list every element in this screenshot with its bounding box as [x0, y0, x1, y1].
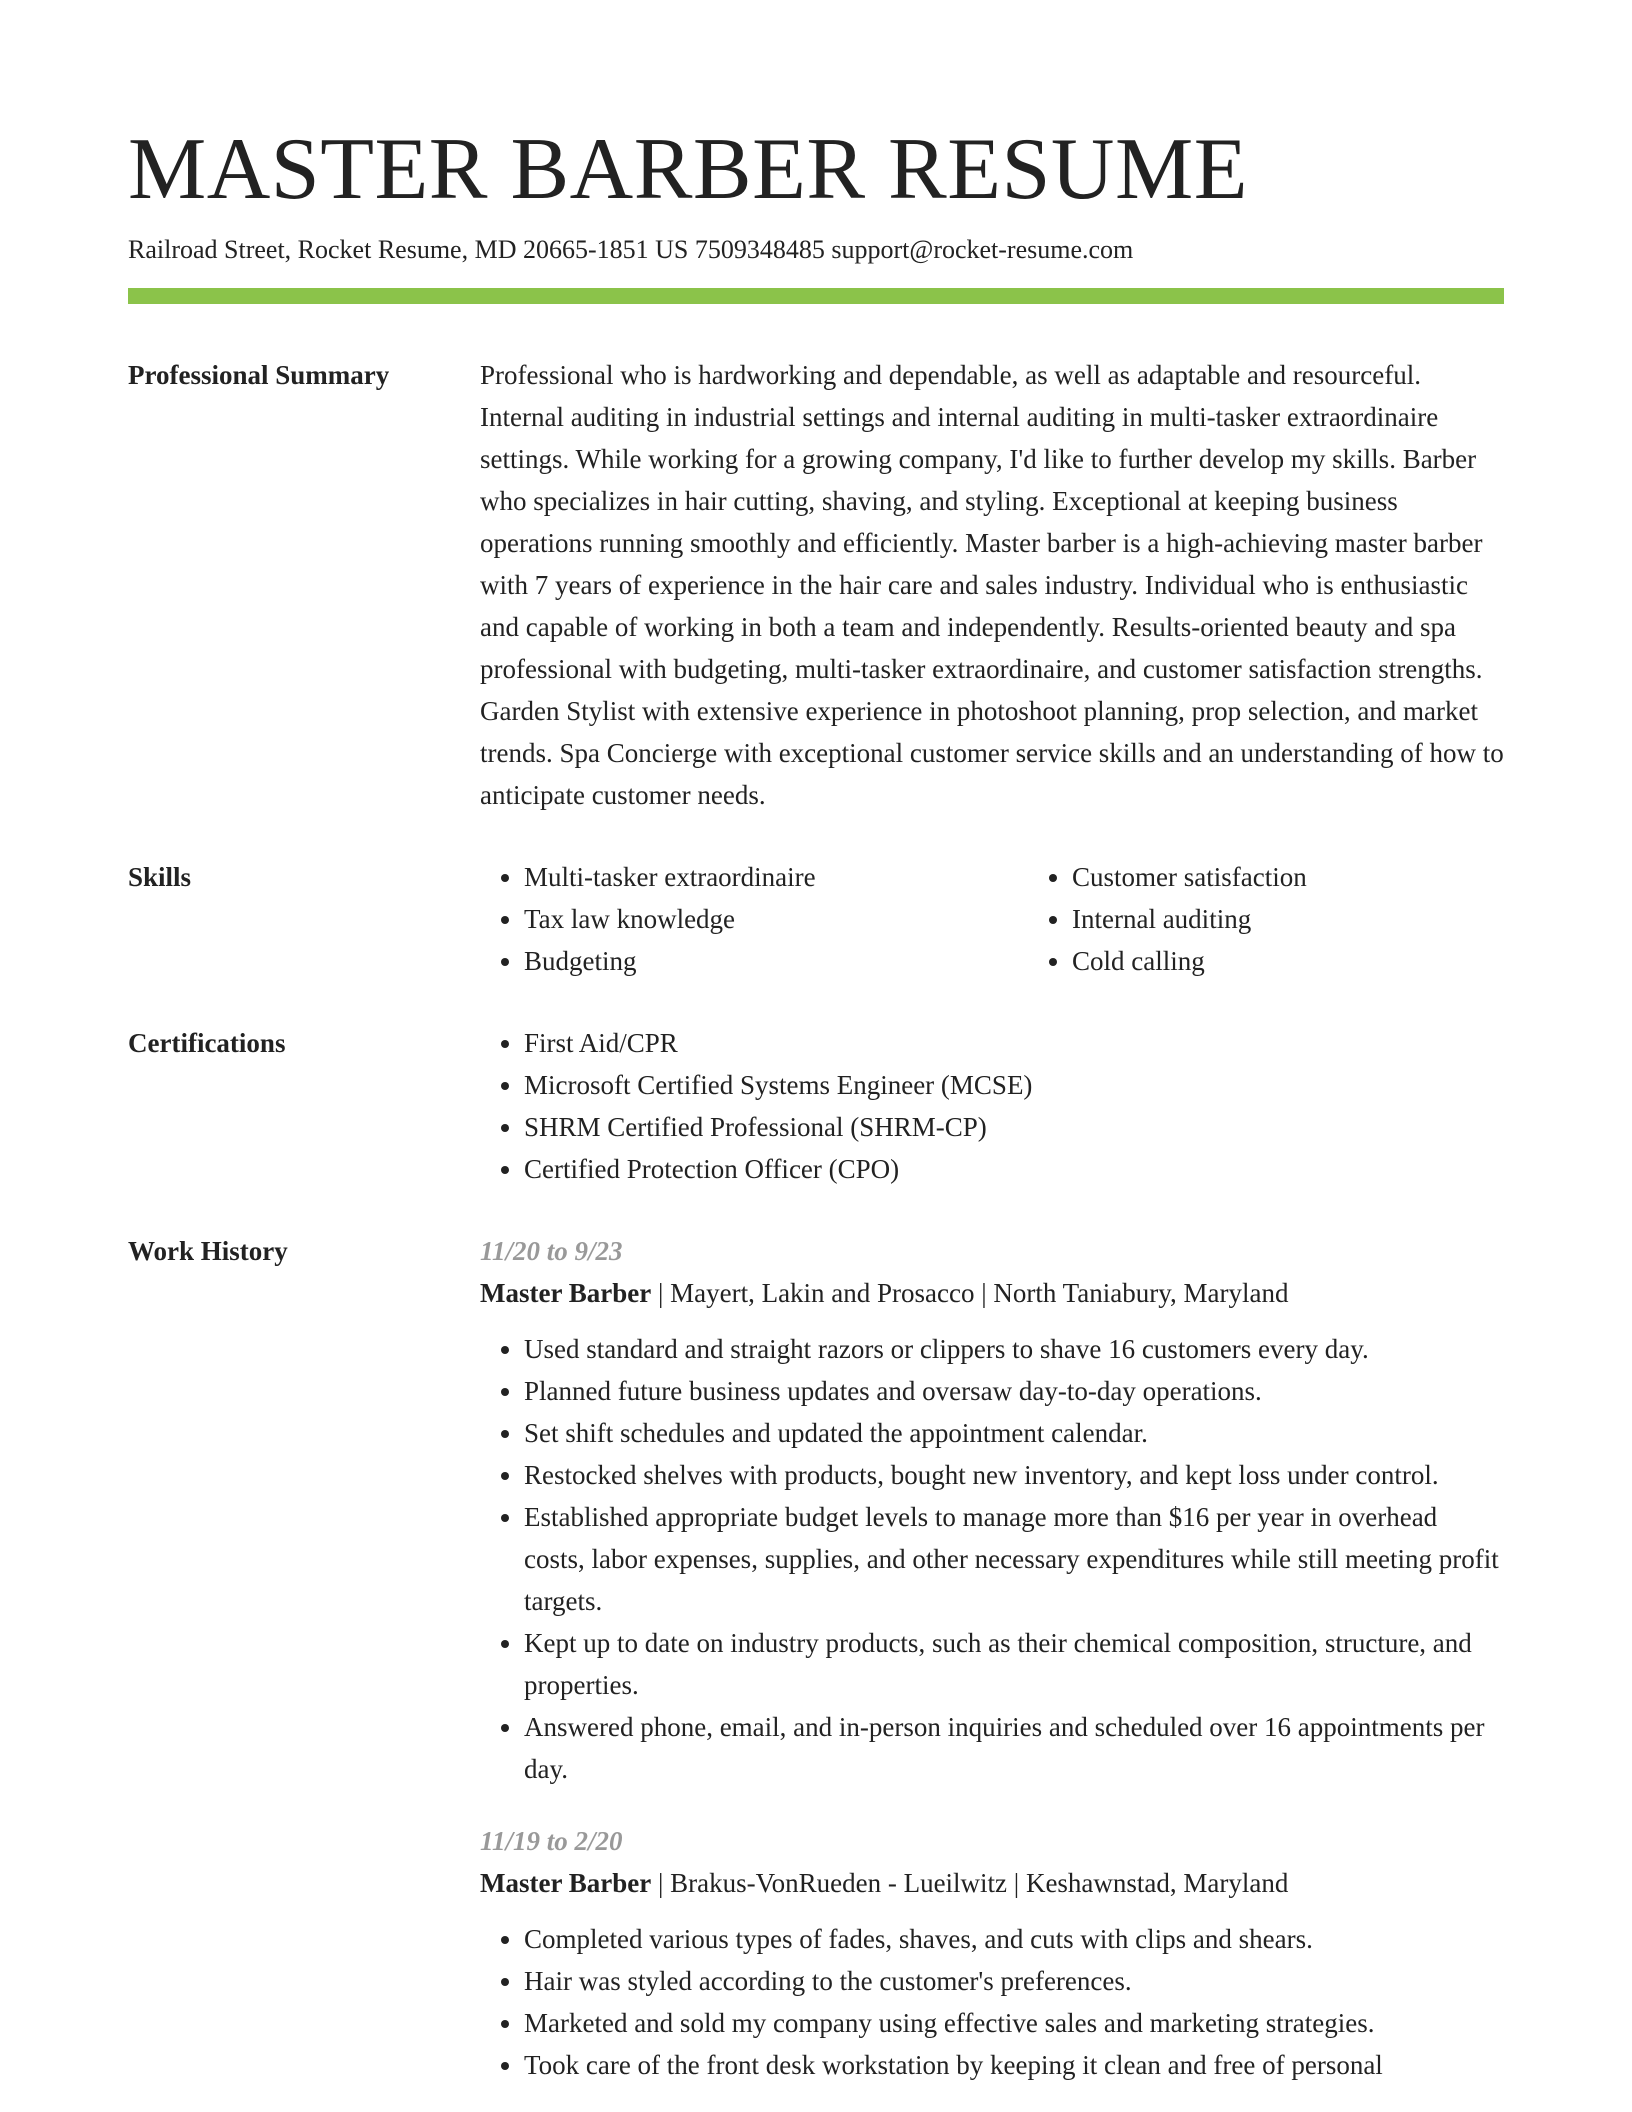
- skill-item: • Internal auditing: [1072, 898, 1576, 940]
- skills-body: [480, 856, 1576, 982]
- job-bullet: • Marketed and sold my company using effective sales and marketing strategies.: [524, 2002, 1504, 2044]
- certifications-heading: Certifications: [128, 1028, 286, 1058]
- skill-item: • Cold calling: [1072, 940, 1576, 982]
- work-history-body: [480, 1230, 1504, 2086]
- job-dates: 11/19 to 2/20: [480, 1826, 623, 1856]
- skill-item: • Multi-tasker extraordinaire: [524, 856, 1028, 898]
- job-title-line: [480, 1272, 1504, 1314]
- certifications-body: [480, 1022, 1504, 1190]
- job-bullet: • Completed various types of fades, shaves, and cuts with clips and shears.: [524, 1918, 1504, 1960]
- certification-item: • Certified Protection Officer (CPO): [524, 1148, 1504, 1190]
- job-entry: [480, 1230, 1504, 1790]
- job-bullet: • Planned future business updates and oversaw day-to-day operations.: [524, 1370, 1504, 1412]
- work-history-section: [128, 1230, 1504, 2086]
- job-employer-location: | Mayert, Lakin and Prosacco | North Taniabury, Maryland: [651, 1278, 1289, 1308]
- skill-item: • Budgeting: [524, 940, 1028, 982]
- skills-heading: Skills: [128, 862, 192, 892]
- skills-section: [128, 856, 1504, 982]
- job-title: Master Barber: [480, 1278, 652, 1308]
- job-dates: 11/20 to 9/23: [480, 1236, 623, 1266]
- summary-body: [480, 354, 1504, 816]
- certifications-list: [480, 1022, 1504, 1190]
- job-employer-location: | Brakus-VonRueden - Lueilwitz | Keshawnstad, Maryland: [651, 1868, 1289, 1898]
- job-bullet: • Answered phone, email, and in-person inquiries and scheduled over 16 appointments per day.: [524, 1706, 1504, 1790]
- summary-text: Professional who is hardworking and dependable, as well as adaptable and resourceful. Internal auditing in industrial settings and internal auditing in multi-tasker extraordinaire settings. While working for a growing company, I'd like to further develop my skills. Barber who specializes in hair cutting, shaving, and styling. Exceptional at keeping business operations running smoothly and efficiently. Master barber is a high-achieving master barber with 7 years of experience in the hair care and sales industry. Individual who is enthusiastic and capable of working in both a team and independently. Results-oriented beauty and spa professional with budgeting, multi-tasker extraordinaire, and customer satisfaction strengths. Garden Stylist with extensive experience in photoshoot planning, prop selection, and market trends. Spa Concierge with exceptional customer service skills and an understanding of how to anticipate customer needs.: [480, 360, 1504, 810]
- job-bullet: • Set shift schedules and updated the appointment calendar.: [524, 1412, 1504, 1454]
- certification-item: • Microsoft Certified Systems Engineer (MCSE): [524, 1064, 1504, 1106]
- job-entry: [480, 1820, 1504, 2086]
- job-bullet: • Took care of the front desk workstation by keeping it clean and free of personal: [524, 2044, 1504, 2086]
- resume-page: [128, 120, 1504, 2086]
- work-history-heading: Work History: [128, 1236, 288, 1266]
- certification-item: • SHRM Certified Professional (SHRM-CP): [524, 1106, 1504, 1148]
- job-bullet: • Used standard and straight razors or clippers to shave 16 customers every day.: [524, 1328, 1504, 1370]
- summary-section: [128, 354, 1504, 816]
- skill-item: • Tax law knowledge: [524, 898, 1028, 940]
- job-bullet: • Kept up to date on industry products, such as their chemical composition, structure, and properties.: [524, 1622, 1504, 1706]
- accent-divider: [128, 288, 1504, 304]
- job-bullet: • Established appropriate budget levels to manage more than $16 per year in overhead costs, labor expenses, supplies, and other necessary expenditures while still meeting profit targets.: [524, 1496, 1504, 1622]
- skills-grid: [480, 856, 1576, 982]
- certification-item: • First Aid/CPR: [524, 1022, 1504, 1064]
- skills-list-left: [480, 856, 1028, 982]
- summary-heading: Professional Summary: [128, 360, 390, 390]
- job-title: Master Barber: [480, 1868, 652, 1898]
- contact-line: Railroad Street, Rocket Resume, MD 20665-1851 US 7509348485 support@rocket-resume.com: [128, 235, 1134, 264]
- skills-list-right: [1028, 856, 1576, 982]
- job-bullets: [480, 1918, 1504, 2086]
- job-bullet: • Hair was styled according to the customer's preferences.: [524, 1960, 1504, 2002]
- job-title-line: [480, 1862, 1504, 1904]
- job-bullets: [480, 1328, 1504, 1790]
- certifications-section: [128, 1022, 1504, 1190]
- resume-title: MASTER BARBER RESUME: [128, 121, 1248, 218]
- skill-item: • Customer satisfaction: [1072, 856, 1576, 898]
- job-bullet: • Restocked shelves with products, bought new inventory, and kept loss under control.: [524, 1454, 1504, 1496]
